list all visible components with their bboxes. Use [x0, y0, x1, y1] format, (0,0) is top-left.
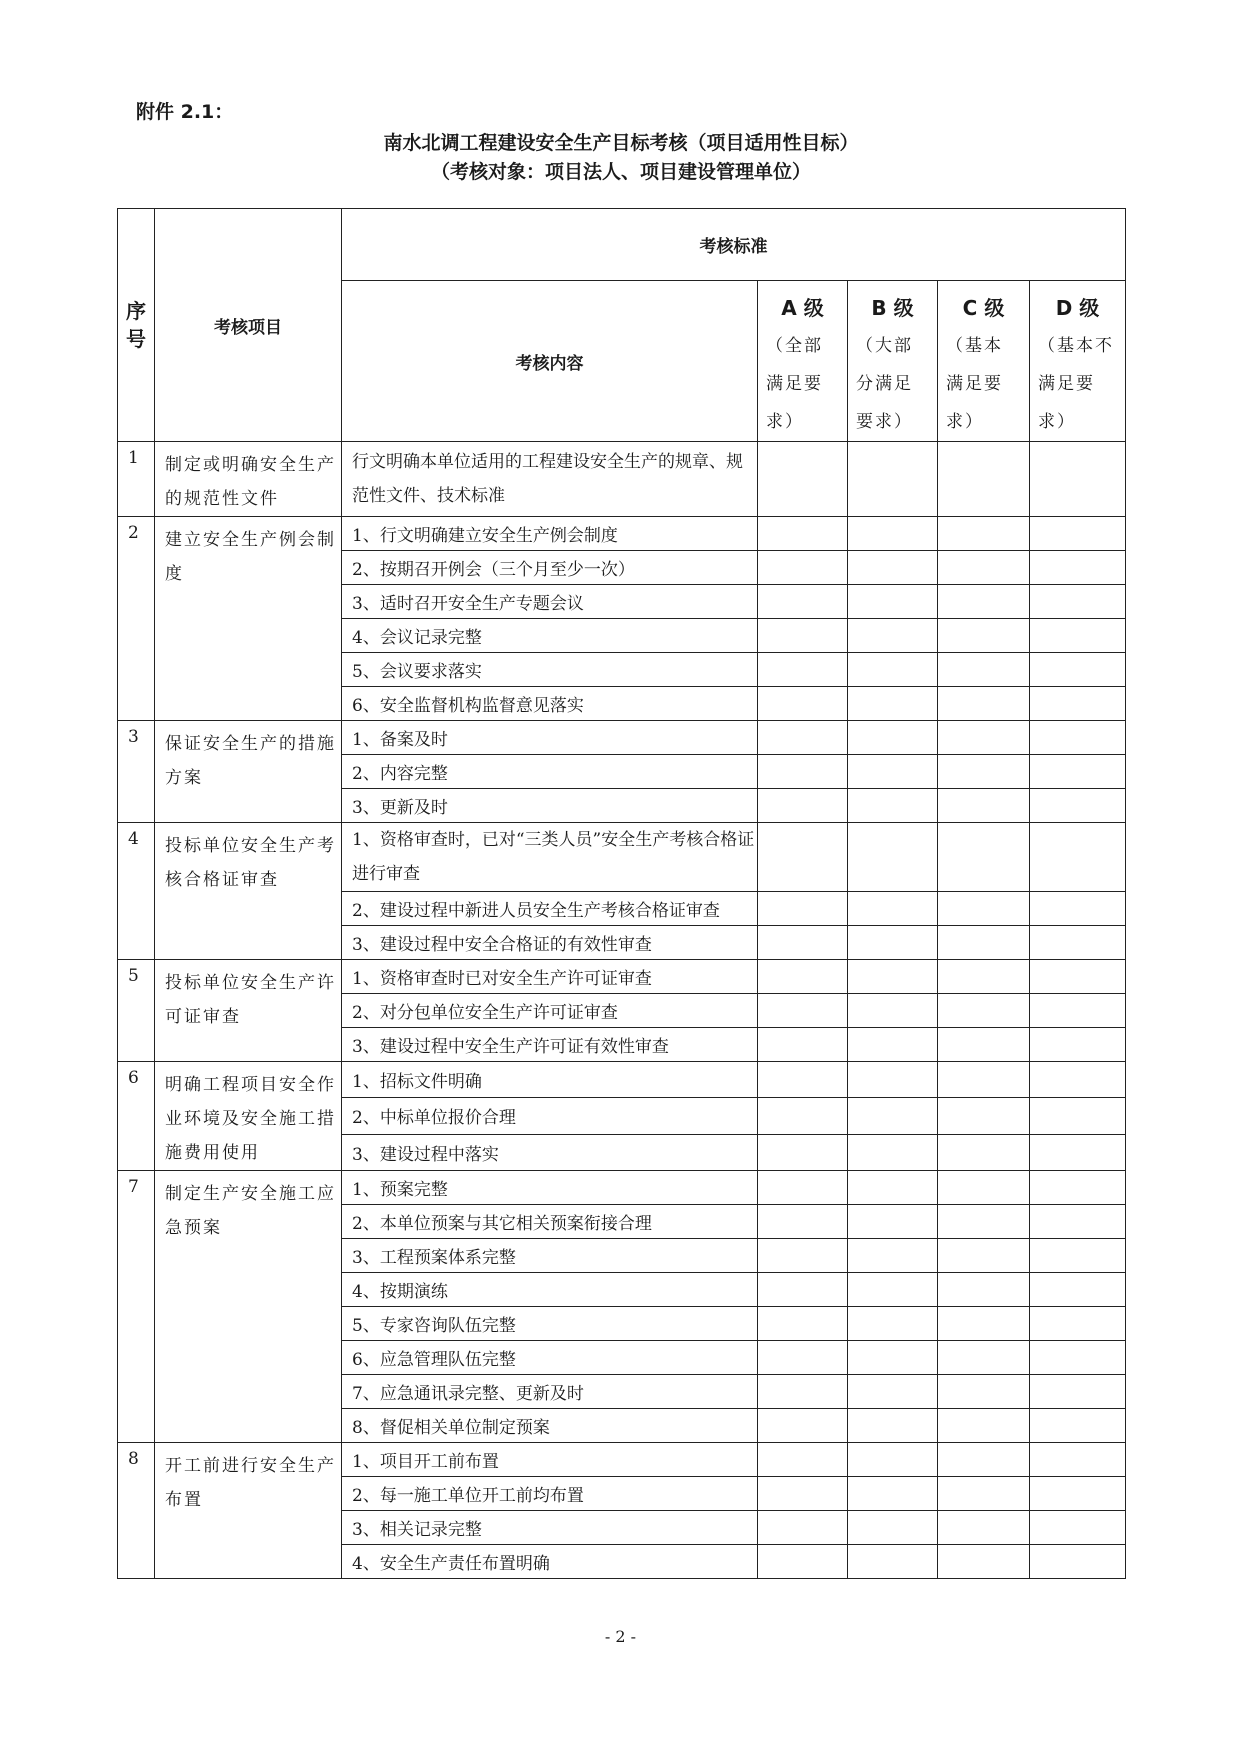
level-b-header: B 级 （大部分满足要求）	[848, 281, 938, 442]
grade-b-cell[interactable]	[848, 823, 938, 892]
grade-c-cell[interactable]	[938, 1341, 1030, 1375]
grade-c-cell[interactable]	[938, 755, 1030, 789]
table-row	[118, 1443, 1126, 1477]
grade-b-cell[interactable]	[848, 1098, 938, 1134]
grade-d-cell[interactable]	[1030, 755, 1126, 789]
grade-a-cell[interactable]	[758, 1477, 848, 1511]
grade-a-cell[interactable]	[758, 1443, 848, 1477]
grade-c-cell[interactable]	[938, 1205, 1030, 1239]
grade-c-cell[interactable]	[938, 1028, 1030, 1062]
grade-a-cell[interactable]	[758, 1545, 848, 1579]
grade-d-cell[interactable]	[1030, 1171, 1126, 1205]
row-number: 3	[118, 721, 155, 823]
grade-b-cell[interactable]	[848, 1239, 938, 1273]
row-number: 1	[118, 442, 155, 517]
grade-c-cell[interactable]	[938, 1511, 1030, 1545]
table-row	[118, 960, 1126, 994]
assessment-item: 制定生产安全施工应急预案	[155, 1171, 342, 1443]
assessment-content: 2、每一施工单位开工前均布置	[342, 1477, 758, 1511]
grade-a-cell[interactable]	[758, 1062, 848, 1098]
grade-c-cell[interactable]	[938, 994, 1030, 1028]
standard-header: 考核标准	[342, 209, 1126, 281]
grade-c-cell[interactable]	[938, 1409, 1030, 1443]
assessment-content: 3、建设过程中落实	[342, 1134, 758, 1170]
grade-d-cell[interactable]	[1030, 823, 1126, 892]
assessment-item: 开工前进行安全生产布置	[155, 1443, 342, 1579]
grade-c-cell[interactable]	[938, 1171, 1030, 1205]
assessment-content: 2、中标单位报价合理	[342, 1098, 758, 1134]
grade-b-cell[interactable]	[848, 1443, 938, 1477]
assessment-content: 3、建设过程中安全合格证的有效性审查	[342, 926, 758, 960]
grade-b-cell[interactable]	[848, 1511, 938, 1545]
grade-b-cell[interactable]	[848, 755, 938, 789]
assessment-content: 5、专家咨询队伍完整	[342, 1307, 758, 1341]
grade-d-cell[interactable]	[1030, 653, 1126, 687]
grade-a-cell[interactable]	[758, 1273, 848, 1307]
assessment-content: 3、更新及时	[342, 789, 758, 823]
grade-d-cell[interactable]	[1030, 1273, 1126, 1307]
grade-a-cell[interactable]	[758, 1307, 848, 1341]
row-number: 2	[118, 517, 155, 721]
assessment-content: 2、建设过程中新进人员安全生产考核合格证审查	[342, 892, 758, 926]
grade-d-cell[interactable]	[1030, 585, 1126, 619]
assessment-content: 1、预案完整	[342, 1171, 758, 1205]
grade-d-cell[interactable]	[1030, 1239, 1126, 1273]
attachment-label: 附件 2.1：	[136, 101, 234, 123]
grade-b-cell[interactable]	[848, 1409, 938, 1443]
grade-a-cell[interactable]	[758, 926, 848, 960]
grade-d-cell[interactable]	[1030, 960, 1126, 994]
grade-b-cell[interactable]	[848, 1273, 938, 1307]
assessment-item: 投标单位安全生产考核合格证审查	[155, 823, 342, 960]
grade-d-cell[interactable]	[1030, 1375, 1126, 1409]
grade-b-cell[interactable]	[848, 687, 938, 721]
grade-c-cell[interactable]	[938, 653, 1030, 687]
grade-b-cell[interactable]	[848, 1375, 938, 1409]
grade-c-cell[interactable]	[938, 1062, 1030, 1098]
grade-a-cell[interactable]	[758, 1171, 848, 1205]
grade-a-cell[interactable]	[758, 1205, 848, 1239]
grade-d-cell[interactable]	[1030, 517, 1126, 551]
grade-c-cell[interactable]	[938, 1443, 1030, 1477]
grade-c-cell[interactable]	[938, 1375, 1030, 1409]
grade-c-cell[interactable]	[938, 960, 1030, 994]
assessment-content: 6、安全监督机构监督意见落实	[342, 687, 758, 721]
grade-b-cell[interactable]	[848, 1028, 938, 1062]
grade-b-cell[interactable]	[848, 619, 938, 653]
grade-b-cell[interactable]	[848, 1341, 938, 1375]
assessment-item: 建立安全生产例会制度	[155, 517, 342, 721]
row-number: 4	[118, 823, 155, 960]
assessment-item: 制定或明确安全生产的规范性文件	[155, 442, 342, 517]
grade-d-cell[interactable]	[1030, 1443, 1126, 1477]
grade-c-cell[interactable]	[938, 1098, 1030, 1134]
assessment-content: 2、本单位预案与其它相关预案衔接合理	[342, 1205, 758, 1239]
grade-c-cell[interactable]	[938, 1239, 1030, 1273]
row-number: 8	[118, 1443, 155, 1579]
grade-a-cell[interactable]	[758, 1341, 848, 1375]
assessment-content: 2、对分包单位安全生产许可证审查	[342, 994, 758, 1028]
grade-a-cell[interactable]	[758, 755, 848, 789]
row-number: 7	[118, 1171, 155, 1443]
grade-b-cell[interactable]	[848, 960, 938, 994]
grade-d-cell[interactable]	[1030, 442, 1126, 517]
grade-c-cell[interactable]	[938, 789, 1030, 823]
assessment-table	[117, 208, 1126, 1579]
assessment-content: 7、应急通讯录完整、更新及时	[342, 1375, 758, 1409]
assessment-content: 3、工程预案体系完整	[342, 1239, 758, 1273]
grade-d-cell[interactable]	[1030, 1341, 1126, 1375]
grade-d-cell[interactable]	[1030, 1028, 1126, 1062]
grade-c-cell[interactable]	[938, 442, 1030, 517]
grade-c-cell[interactable]	[938, 1307, 1030, 1341]
table-row	[118, 517, 1126, 551]
assessment-content: 行文明确本单位适用的工程建设安全生产的规章、规范性文件、技术标准	[342, 442, 758, 517]
grade-a-cell[interactable]	[758, 653, 848, 687]
grade-c-cell[interactable]	[938, 585, 1030, 619]
table-row	[118, 823, 1126, 892]
grade-a-cell[interactable]	[758, 1028, 848, 1062]
grade-d-cell[interactable]	[1030, 1545, 1126, 1579]
assessment-content: 3、相关记录完整	[342, 1511, 758, 1545]
grade-c-cell[interactable]	[938, 1273, 1030, 1307]
grade-b-cell[interactable]	[848, 1171, 938, 1205]
grade-a-cell[interactable]	[758, 517, 848, 551]
assessment-content: 5、会议要求落实	[342, 653, 758, 687]
grade-d-cell[interactable]	[1030, 1477, 1126, 1511]
grade-a-cell[interactable]	[758, 823, 848, 892]
level-c-header: C 级 （基本满足要求）	[938, 281, 1030, 442]
level-d-header: D 级 （基本不满足要求）	[1030, 281, 1126, 442]
grade-a-cell[interactable]	[758, 994, 848, 1028]
grade-a-cell[interactable]	[758, 619, 848, 653]
grade-c-cell[interactable]	[938, 517, 1030, 551]
grade-c-cell[interactable]	[938, 1545, 1030, 1579]
assessment-item: 明确工程项目安全作业环境及安全施工措施费用使用	[155, 1062, 342, 1171]
assessment-content: 1、备案及时	[342, 721, 758, 755]
row-number: 5	[118, 960, 155, 1062]
grade-d-cell[interactable]	[1030, 619, 1126, 653]
grade-d-cell[interactable]	[1030, 1134, 1126, 1170]
grade-b-cell[interactable]	[848, 926, 938, 960]
page-number: - 2 -	[604, 1627, 637, 1646]
grade-c-cell[interactable]	[938, 721, 1030, 755]
table-row	[118, 721, 1126, 755]
grade-a-cell[interactable]	[758, 1409, 848, 1443]
table-row	[118, 442, 1126, 517]
grade-d-cell[interactable]	[1030, 1307, 1126, 1341]
grade-a-cell[interactable]	[758, 892, 848, 926]
grade-b-cell[interactable]	[848, 1477, 938, 1511]
grade-b-cell[interactable]	[848, 442, 938, 517]
grade-c-cell[interactable]	[938, 1134, 1030, 1170]
grade-b-cell[interactable]	[848, 1205, 938, 1239]
grade-c-cell[interactable]	[938, 551, 1030, 585]
level-a-header: A 级 （全部满足要求）	[758, 281, 848, 442]
grade-b-cell[interactable]	[848, 551, 938, 585]
grade-b-cell[interactable]	[848, 1134, 938, 1170]
grade-a-cell[interactable]	[758, 442, 848, 517]
assessment-item: 保证安全生产的措施方案	[155, 721, 342, 823]
assessment-content: 4、按期演练	[342, 1273, 758, 1307]
item-header: 考核项目	[155, 209, 342, 442]
content-header: 考核内容	[342, 281, 758, 442]
grade-d-cell[interactable]	[1030, 789, 1126, 823]
grade-d-cell[interactable]	[1030, 1409, 1126, 1443]
grade-b-cell[interactable]	[848, 1062, 938, 1098]
grade-a-cell[interactable]	[758, 687, 848, 721]
grade-d-cell[interactable]	[1030, 551, 1126, 585]
assessment-content: 3、适时召开安全生产专题会议	[342, 585, 758, 619]
grade-b-cell[interactable]	[848, 585, 938, 619]
grade-a-cell[interactable]	[758, 1098, 848, 1134]
grade-a-cell[interactable]	[758, 960, 848, 994]
grade-b-cell[interactable]	[848, 994, 938, 1028]
grade-c-cell[interactable]	[938, 1477, 1030, 1511]
grade-c-cell[interactable]	[938, 619, 1030, 653]
grade-c-cell[interactable]	[938, 687, 1030, 721]
grade-b-cell[interactable]	[848, 653, 938, 687]
grade-d-cell[interactable]	[1030, 1511, 1126, 1545]
grade-c-cell[interactable]	[938, 926, 1030, 960]
grade-d-cell[interactable]	[1030, 994, 1126, 1028]
assessment-content: 1、项目开工前布置	[342, 1443, 758, 1477]
assessment-content: 6、应急管理队伍完整	[342, 1341, 758, 1375]
grade-d-cell[interactable]	[1030, 926, 1126, 960]
grade-d-cell[interactable]	[1030, 1098, 1126, 1134]
grade-a-cell[interactable]	[758, 551, 848, 585]
assessment-content: 4、会议记录完整	[342, 619, 758, 653]
grade-a-cell[interactable]	[758, 1375, 848, 1409]
assessment-content: 2、按期召开例会（三个月至少一次）	[342, 551, 758, 585]
grade-d-cell[interactable]	[1030, 721, 1126, 755]
grade-b-cell[interactable]	[848, 517, 938, 551]
assessment-content: 2、内容完整	[342, 755, 758, 789]
grade-a-cell[interactable]	[758, 1134, 848, 1170]
table-row	[118, 1171, 1126, 1205]
grade-a-cell[interactable]	[758, 1511, 848, 1545]
row-number: 6	[118, 1062, 155, 1171]
grade-d-cell[interactable]	[1030, 1205, 1126, 1239]
grade-b-cell[interactable]	[848, 892, 938, 926]
grade-b-cell[interactable]	[848, 721, 938, 755]
assessment-content: 8、督促相关单位制定预案	[342, 1409, 758, 1443]
grade-a-cell[interactable]	[758, 585, 848, 619]
assessment-content: 3、建设过程中安全生产许可证有效性审查	[342, 1028, 758, 1062]
grade-d-cell[interactable]	[1030, 892, 1126, 926]
grade-b-cell[interactable]	[848, 1545, 938, 1579]
grade-c-cell[interactable]	[938, 823, 1030, 892]
grade-a-cell[interactable]	[758, 789, 848, 823]
grade-b-cell[interactable]	[848, 1307, 938, 1341]
table-row	[118, 1062, 1126, 1098]
assessment-content: 1、行文明确建立安全生产例会制度	[342, 517, 758, 551]
grade-c-cell[interactable]	[938, 892, 1030, 926]
assessment-item: 投标单位安全生产许可证审查	[155, 960, 342, 1062]
assessment-content: 1、资格审查时，已对“三类人员”安全生产考核合格证进行审查	[342, 823, 758, 892]
grade-d-cell[interactable]	[1030, 687, 1126, 721]
assessment-content: 1、招标文件明确	[342, 1062, 758, 1098]
grade-a-cell[interactable]	[758, 721, 848, 755]
seq-header: 序号	[118, 209, 155, 442]
document-title: 南水北调工程建设安全生产目标考核（项目适用性目标）	[383, 132, 859, 154]
assessment-content: 1、资格审查时已对安全生产许可证审查	[342, 960, 758, 994]
grade-d-cell[interactable]	[1030, 1062, 1126, 1098]
assessment-content: 4、安全生产责任布置明确	[342, 1545, 758, 1579]
grade-b-cell[interactable]	[848, 789, 938, 823]
grade-a-cell[interactable]	[758, 1239, 848, 1273]
document-subtitle: （考核对象：项目法人、项目建设管理单位）	[430, 161, 811, 183]
